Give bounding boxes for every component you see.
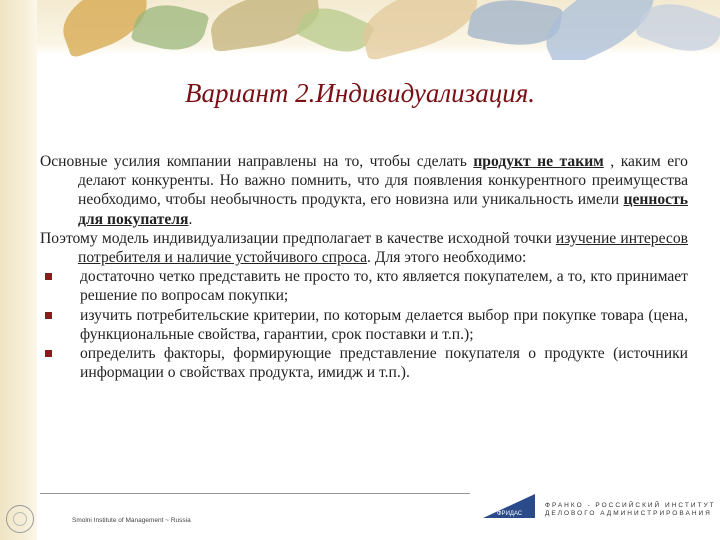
footer-divider [40, 493, 470, 494]
footer-institute-name: Smolni Institute of Management ~ Russia [72, 517, 191, 524]
emphasis-product: продукт не таким [473, 153, 604, 170]
institute-seal-icon [6, 505, 34, 533]
logo-label: ФРИДАС [497, 511, 523, 517]
slide-title: Вариант 2.Индивидуализация. [184, 78, 536, 108]
text-segment: . [188, 210, 193, 228]
emphasis-value: ценность для покупателя [78, 191, 688, 228]
bullet-text: достаточно четко представить не просто то, кто является покупателем, а то, кто принимает решение по вопросам покупки; [80, 268, 688, 305]
fridas-logo-icon [483, 494, 535, 518]
bullet-square-icon [45, 312, 52, 319]
slide-body [40, 152, 688, 382]
text-segment: Поэтому модель индивидуализации предполагает в качестве исходной точки [40, 229, 556, 247]
text-segment: Основные усилия компании направлены на то, чтобы сделать [40, 153, 474, 170]
bullet-item [40, 306, 688, 344]
bullet-square-icon [45, 273, 52, 280]
text-segment: , каким его делают конкуренты. Но важно помнить, что для появления конкурентного преимущества необходимо, чтобы необычность продукта, его новизна или уникальность имели [78, 153, 688, 209]
emphasis-demand: изучение интересов потребителя и наличие устойчивого спроса [78, 229, 688, 267]
bullet-item [40, 267, 688, 305]
bullet-text: изучить потребительские критерии, по которым делается выбор при покупке товара (цена, функциональные свойства, гарантии, срок поставки и т.п.); [80, 306, 688, 343]
bullet-item [40, 344, 688, 382]
paragraph-1 [40, 152, 688, 229]
decorative-banner [40, 0, 720, 60]
text-segment: . Для этого необходимо: [367, 249, 527, 267]
bullet-text: определить факторы, формирующие представление покупателя о продукте (источники информации о свойствах продукта, имидж и т.п.). [80, 345, 688, 382]
bullet-square-icon [45, 350, 52, 357]
footer-logo-text: ФРАНКО - РОССИЙСКИЙ ИНСТИТУТ ДЕЛОВОГО АДМИНИСТРИРОВАНИЯ [545, 502, 716, 517]
paragraph-2 [40, 229, 688, 267]
